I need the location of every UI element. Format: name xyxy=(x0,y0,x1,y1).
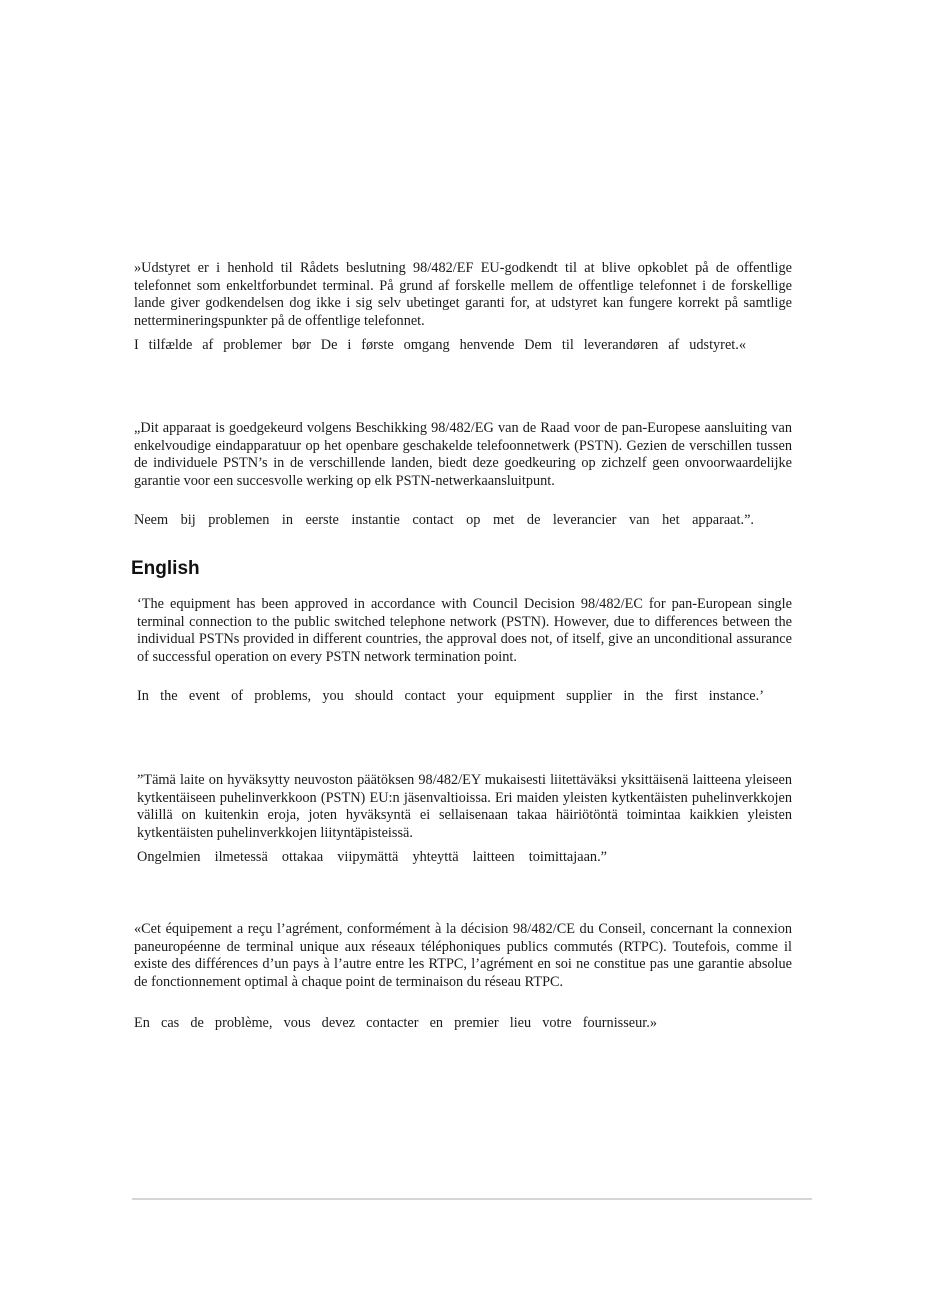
finnish-paragraph-1: ”Tämä laite on hyväksytty neuvoston päätöksen 98/482/EY mukaisesti liitettäväksi yksittäisenä laitteena yleiseen kytkentäiseen puhelinverkkoon (PSTN) EU:n jäsenvaltioissa. Eri maiden yleisten kytkentäisten puhelinverkkojen välillä on kuitenkin eroja, joten hyväksyntä ei sellaisenaan takaa häiriötöntä toimintaa kaikkien yleisten kytkentäisten puhelinverkkojen liityntäpisteissä. xyxy=(137,772,792,841)
english-paragraph-1: ‘The equipment has been approved in accordance with Council Decision 98/482/EC for pan-European single terminal connection to the public switched telephone network (PSTN). However, due to differences between the individual PSTNs provided in different countries, the approval does not, of itself, give an unconditional assurance of successful operation on every PSTN network termination point. xyxy=(137,596,792,665)
danish-paragraph-2: I tilfælde af problemer bør De i første omgang henvende Dem til leverandøren af udstyret.« xyxy=(134,337,746,353)
dutch-paragraph-2: Neem bij problemen in eerste instantie contact op met de leverancier van het apparaat.”. xyxy=(134,512,754,528)
english-paragraph-2: In the event of problems, you should contact your equipment supplier in the first instance.’ xyxy=(137,688,764,704)
footer-divider xyxy=(132,1198,812,1200)
french-paragraph-2: En cas de problème, vous devez contacter en premier lieu votre fournisseur.» xyxy=(134,1015,657,1031)
danish-paragraph-1: »Udstyret er i henhold til Rådets beslutning 98/482/EF EU-godkendt til at blive opkoblet på de offentlige telefonnet som enkeltforbundet terminal. På grund af forskelle mellem de offentlige telefonnet i de forskellige lande giver godkendelsen dog ikke i sig selv ubetinget garanti for, at udstyret kan fungere korrekt på samtlige nettermineringspunkter på de offentlige telefonnet. xyxy=(134,260,792,329)
french-paragraph-1: «Cet équipement a reçu l’agrément, conformément à la décision 98/482/CE du Conseil, concernant la connexion paneuropéenne de terminal unique aux réseaux téléphoniques publics commutés (RTPC). Toutefois, comme il existe des différences d’un pays à l’autre entre les RTPC, l’agrément en soi ne constitue pas une garantie absolue de fonctionnement optimal à chaque point de terminaison du réseau RTPC. xyxy=(134,921,792,990)
dutch-paragraph-1: „Dit apparaat is goedgekeurd volgens Beschikking 98/482/EG van de Raad voor de pan-Europese aansluiting van enkelvoudige eindapparatuur op het openbare geschakelde telefoonnetwerk (PSTN). Gezien de verschillen tussen de individuele PSTN’s in de verschillende landen, biedt deze goedkeuring op zichzelf geen onvoorwaardelijke garantie voor een succesvolle werking op elk PSTN-netwerkaansluitpunt. xyxy=(134,420,792,489)
english-heading: English xyxy=(131,558,200,579)
finnish-paragraph-2: Ongelmien ilmetessä ottakaa viipymättä yhteyttä laitteen toimittajaan.” xyxy=(137,849,607,865)
